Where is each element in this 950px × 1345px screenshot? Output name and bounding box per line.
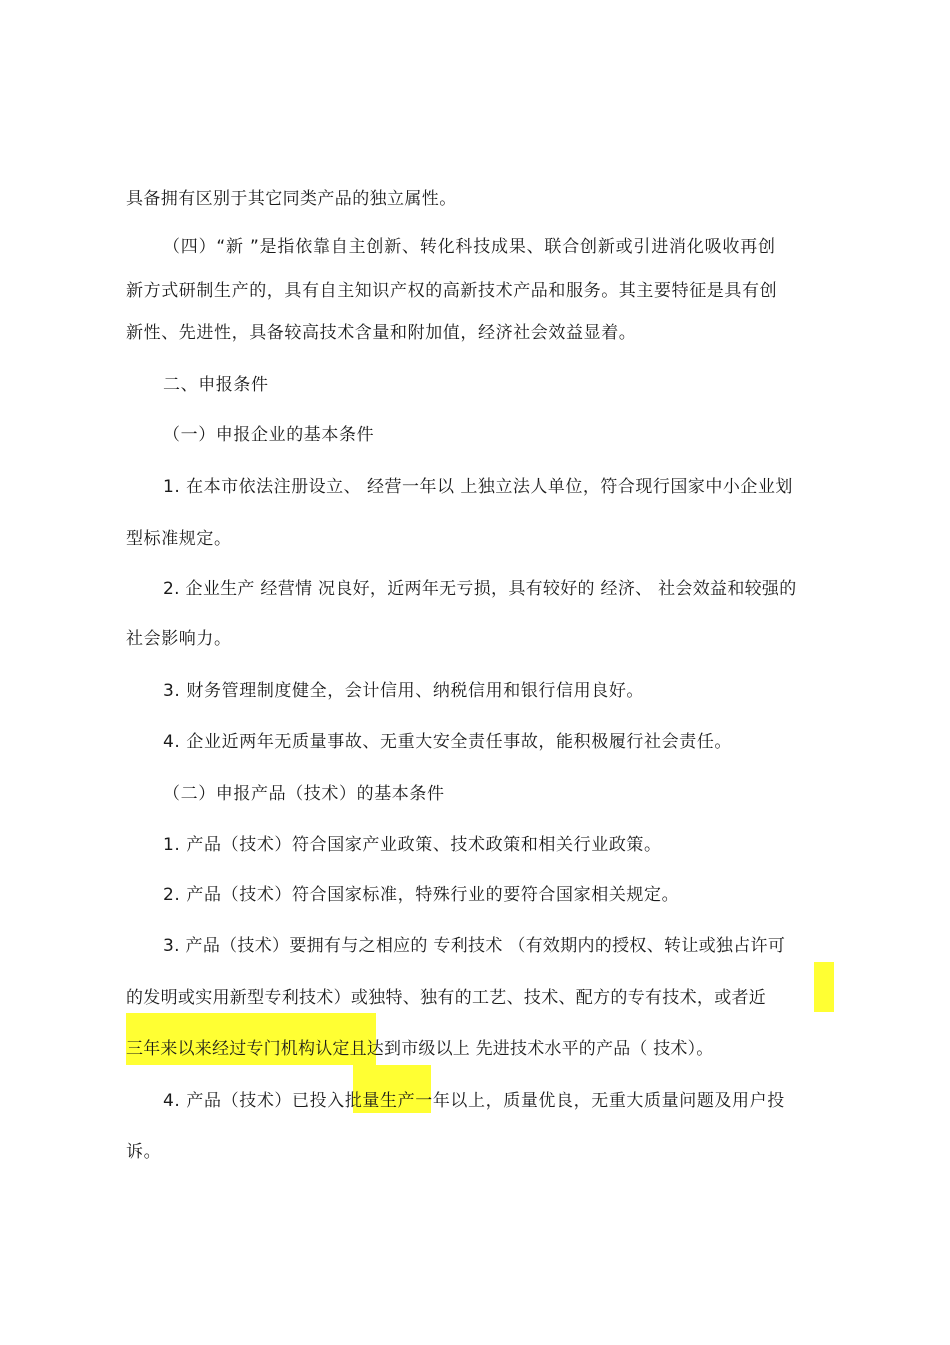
paragraph-line: 具备拥有区别于其它同类产品的独立属性。 <box>126 189 457 209</box>
paragraph-line: 诉。 <box>126 1142 162 1162</box>
paragraph-line: （四）“新 ”是指依靠自主创新、转化科技成果、联合创新或引进消化吸收再创 <box>163 237 776 257</box>
subsection-heading: （二）申报产品（技术）的基本条件 <box>163 784 445 804</box>
paragraph-line: 2. 产品（技术）符合国家标准，特殊行业的要符合国家相关规定。 <box>163 885 680 905</box>
highlight-margin-mark <box>814 962 834 1012</box>
paragraph-line: 3. 财务管理制度健全，会计信用、纳税信用和银行信用良好。 <box>163 681 645 701</box>
paragraph-line: 3. 产品（技术）要拥有与之相应的 专利技术 （有效期内的授权、转让或独占许可 <box>163 936 786 956</box>
paragraph-line: 2. 企业生产 经营情 况良好，近两年无亏损，具有较好的 经济、 社会效益和较强的 <box>163 579 797 599</box>
paragraph-line: 4. 产品（技术）已投入批量生产一年以上，质量优良，无重大质量问题及用户投 <box>163 1091 785 1111</box>
paragraph-line: 新性、先进性，具备较高技术含量和附加值，经济社会效益显着。 <box>126 323 637 343</box>
paragraph-line: 三年来以来经过专门机构认定且达到市级以上 先进技术水平的产品（ 技术）。 <box>126 1039 714 1059</box>
paragraph-line: 的发明或实用新型专利技术）或独特、独有的工艺、技术、配方的专有技术，或者近 <box>126 988 767 1008</box>
section-heading: 二、申报条件 <box>163 375 269 395</box>
paragraph-line: 1. 在本市依法注册设立、 经营一年以 上独立法人单位，符合现行国家中小企业划 <box>163 477 793 497</box>
subsection-heading: （一）申报企业的基本条件 <box>163 425 375 445</box>
paragraph-line: 新方式研制生产的，具有自主知识产权的高新技术产品和服务。其主要特征是具有创 <box>126 281 778 301</box>
paragraph-line: 型标准规定。 <box>126 529 232 549</box>
paragraph-line: 4. 企业近两年无质量事故、无重大安全责任事故，能积极履行社会责任。 <box>163 732 733 752</box>
paragraph-line: 1. 产品（技术）符合国家产业政策、技术政策和相关行业政策。 <box>163 835 662 855</box>
paragraph-line: 社会影响力。 <box>126 629 232 649</box>
